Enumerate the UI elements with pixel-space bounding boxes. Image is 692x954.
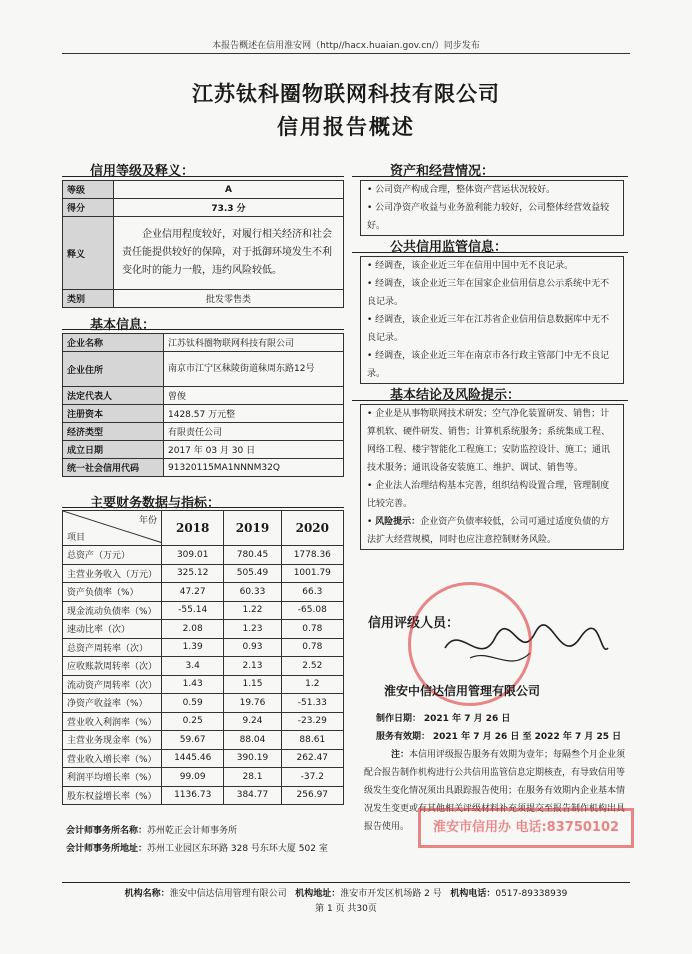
- auditor-addr: 苏州工业园区东环路 328 号东环大厦 502 室: [147, 844, 328, 854]
- footer-phone: 0517-89338939: [495, 889, 568, 899]
- financial-divider: [62, 507, 344, 508]
- financial-row: [63, 675, 344, 694]
- grade-value: A: [114, 181, 344, 199]
- financial-row: [63, 583, 344, 602]
- rating-table: [62, 180, 344, 308]
- basic-label: 注册资本: [63, 405, 164, 423]
- basic-label: 法定代表人: [63, 387, 164, 405]
- auditor-name: 苏州乾正会计师事务所: [147, 826, 238, 836]
- financial-row: [63, 768, 344, 787]
- financial-value: 47.27: [162, 583, 224, 602]
- financial-value: 325.12: [162, 564, 224, 583]
- financial-item-name: 总资产（万元）: [63, 546, 162, 565]
- footer-addr: 淮安市开发区机场路 2 号: [340, 889, 442, 899]
- header-year-label: 年份: [138, 516, 157, 526]
- financial-value: -65.08: [281, 601, 343, 620]
- financial-item-name: 总资产周转率（次）: [63, 638, 162, 657]
- financial-value: 1445.46: [162, 749, 224, 768]
- assets-item: • 公司净资产收益与业务盈利能力较好，公司整体经营效益较好。: [367, 203, 610, 231]
- financial-value: 60.33: [224, 583, 281, 602]
- financial-item-name: 现金流动负债率（%）: [63, 601, 162, 620]
- financial-value: 0.25: [162, 712, 224, 731]
- financial-item-name: 股东权益增长率（%）: [63, 786, 162, 805]
- financial-section-title: 主要财务数据与指标：: [90, 496, 221, 511]
- footer-org: 淮安中信达信用管理有限公司: [169, 889, 287, 899]
- footer-phone-label: 机构电话：: [450, 889, 496, 899]
- auditor-name-label: 会计师事务所名称：: [66, 826, 148, 836]
- financial-row: [63, 786, 344, 805]
- year-header: 2020: [281, 511, 343, 546]
- supervision-section-title: 公共信用监管信息：: [390, 240, 508, 255]
- financial-item-name: 应收账款周转率（次）: [63, 657, 162, 676]
- financial-value: -23.29: [281, 712, 343, 731]
- basic-value: 江苏钛科圈物联网科技有限公司: [164, 334, 344, 352]
- financial-value: 309.01: [162, 546, 224, 565]
- auditor-name-row: [66, 822, 356, 840]
- conclusion-item: • 企业法人治理结构基本完善，组织结构设置合理，管理制度比较完善。: [367, 481, 610, 509]
- financial-value: 1.2: [281, 675, 343, 694]
- auditor-addr-row: [66, 840, 356, 858]
- conclusion-box: [360, 404, 624, 550]
- header-note: 本报告概述在信用淮安网（http//hacx.huaian.gov.cn/）同步发布: [212, 41, 480, 51]
- financial-item-name: 利润平均增长率（%）: [63, 768, 162, 787]
- basic-value: 91320115MA1NNNM32Q: [164, 459, 344, 477]
- category-value: 批发零售类: [114, 290, 344, 308]
- financial-header-cell: [63, 511, 162, 546]
- financial-value: 1.15: [224, 675, 281, 694]
- supervision-box: [360, 256, 624, 384]
- header-item-label: 项目: [67, 533, 86, 543]
- meaning-label: 释义: [63, 217, 114, 290]
- financial-value: 0.93: [224, 638, 281, 657]
- financial-value: 19.76: [224, 694, 281, 713]
- financial-value: 88.04: [224, 731, 281, 750]
- financial-value: 505.49: [224, 564, 281, 583]
- footer-info: [62, 886, 630, 899]
- financial-item-name: 主营业务收入（万元）: [63, 564, 162, 583]
- footer-divider: [62, 882, 630, 883]
- financial-value: 1.23: [224, 620, 281, 639]
- assets-section-title: 资产和经营情况：: [390, 164, 495, 179]
- financial-value: -51.33: [281, 694, 343, 713]
- risk-item: • 风险提示：企业资产负债率较低，公司可通过适度负债的方法扩大经营规模，同时也应注意控制财务风险。: [367, 517, 610, 545]
- basic-table: [62, 333, 344, 477]
- financial-value: 1136.73: [162, 786, 224, 805]
- credit-office-stamp: 淮安市信用办 电话:83750102: [418, 808, 634, 848]
- financial-value: 2.13: [224, 657, 281, 676]
- financial-value: 28.1: [224, 768, 281, 787]
- basic-label: 企业住所: [63, 352, 164, 387]
- financial-value: 2.08: [162, 620, 224, 639]
- conclusion-item: • 企业是从事物联网技术研发；空气净化装置研发、销售；计算机软、硬件研发、销售；计算机系统服务；系统集成工程、网络工程、楼宇智能化工程施工；安防监控设计、施工；通讯技术服务；通讯设备安装施工、维护、调试、销售等。: [367, 409, 611, 473]
- financial-value: 384.77: [224, 786, 281, 805]
- validity-value: 2021 年 7 月 26 日 至 2022 年 7 月 25 日: [432, 732, 622, 742]
- note-text: 本信用评级报告服务有效期为壹年；每隔叁个月企业须配合报告制作机构进行公共信用监管信息定期核查，有导致信用等级发生变化情况须出具跟踪报告使用；在服务有效期内企业基本情况发生变更或有其他相关评级材料补充须提交至报告制作机构出具报告使用。: [364, 750, 626, 832]
- financial-value: -55.14: [162, 601, 224, 620]
- financial-row: [63, 657, 344, 676]
- financial-value: 0.59: [162, 694, 224, 713]
- make-date-label: 制作日期：: [376, 714, 422, 724]
- conclusion-section-title: 基本结论及风险提示：: [390, 388, 521, 403]
- supervision-item: • 经调查，该企业近三年在国家企业信用信息公示系统中无不良记录。: [367, 279, 610, 307]
- financial-value: 3.4: [162, 657, 224, 676]
- financial-value: 390.19: [224, 749, 281, 768]
- make-date-value: 2021 年 7 月 26 日: [423, 714, 511, 724]
- financial-item-name: 营业收入利润率（%）: [63, 712, 162, 731]
- basic-value: 1428.57 万元整: [164, 405, 344, 423]
- rating-section-title: 信用等级及释义：: [90, 164, 195, 179]
- financial-value: 0.78: [281, 620, 343, 639]
- basic-value: 2017 年 03 月 30 日: [164, 441, 344, 459]
- financial-row: [63, 546, 344, 565]
- financial-row: [63, 712, 344, 731]
- personnel-label: 信用评级人员：: [368, 616, 460, 631]
- basic-section-title: 基本信息：: [90, 318, 156, 333]
- financial-value: 2.52: [281, 657, 343, 676]
- financial-table: [62, 510, 344, 805]
- financial-item-name: 净资产收益率（%）: [63, 694, 162, 713]
- financial-value: 780.45: [224, 546, 281, 565]
- financial-item-name: 营业收入增长率（%）: [63, 749, 162, 768]
- supervision-divider: [352, 252, 628, 253]
- financial-value: 66.3: [281, 583, 343, 602]
- financial-value: 1778.36: [281, 546, 343, 565]
- financial-item-name: 主营业务现金率（%）: [63, 731, 162, 750]
- assets-divider: [352, 176, 628, 177]
- financial-item-name: 速动比率（次）: [63, 620, 162, 639]
- basic-value: 南京市江宁区秣陵街道秣周东路12号: [164, 352, 344, 387]
- financial-value: 1.39: [162, 638, 224, 657]
- header-divider: [62, 53, 630, 54]
- financial-value: 0.78: [281, 638, 343, 657]
- basic-value: 有限责任公司: [164, 423, 344, 441]
- financial-value: 1.22: [224, 601, 281, 620]
- financial-row: [63, 749, 344, 768]
- year-header: 2019: [224, 511, 281, 546]
- financial-value: 88.61: [281, 731, 343, 750]
- rating-divider: [62, 176, 344, 177]
- validity-row: [376, 728, 621, 746]
- supervision-item: • 经调查，该企业近三年在南京市各行政主管部门中无不良记录。: [367, 351, 610, 379]
- footer-addr-label: 机构地址：: [295, 889, 341, 899]
- rater-org: 淮安中信达信用管理有限公司: [384, 684, 541, 698]
- score-label: 得分: [63, 199, 114, 217]
- company-title: 江苏钛科圈物联网科技有限公司: [192, 82, 500, 106]
- basic-label: 经济类型: [63, 423, 164, 441]
- validity-label: 服务有效期：: [376, 732, 431, 742]
- score-value: 73.3 分: [114, 199, 344, 217]
- footer-org-label: 机构名称：: [124, 889, 170, 899]
- basic-value: 曾俊: [164, 387, 344, 405]
- conclusion-divider: [352, 400, 628, 401]
- financial-row: [63, 731, 344, 750]
- financial-value: 1.43: [162, 675, 224, 694]
- financial-row: [63, 601, 344, 620]
- financial-value: -37.2: [281, 768, 343, 787]
- year-header: 2018: [162, 511, 224, 546]
- basic-label: 统一社会信用代码: [63, 459, 164, 477]
- basic-divider: [62, 329, 344, 330]
- meaning-value: 企业信用程度较好，对履行相关经济和社会责任能提供较好的保障，对于抵御环境发生不利变化时的能力一般，违约风险较低。: [114, 217, 344, 290]
- financial-row: [63, 638, 344, 657]
- financial-value: 262.47: [281, 749, 343, 768]
- financial-value: 1001.79: [281, 564, 343, 583]
- category-label: 类别: [63, 290, 114, 308]
- financial-value: 256.97: [281, 786, 343, 805]
- financial-row: [63, 620, 344, 639]
- supervision-item: • 经调查，该企业近三年在江苏省企业信用信息数据库中无不良记录。: [367, 315, 610, 343]
- supervision-item: • 经调查，该企业近三年在信用中国中无不良记录。: [367, 261, 574, 271]
- financial-item-name: 资产负债率（%）: [63, 583, 162, 602]
- assets-item: • 公司资产构成合理，整体资产营运状况较好。: [367, 185, 556, 195]
- assets-box: [360, 180, 624, 236]
- make-date-row: [376, 710, 510, 728]
- auditor-addr-label: 会计师事务所地址：: [66, 844, 148, 854]
- basic-label: 企业名称: [63, 334, 164, 352]
- basic-label: 成立日期: [63, 441, 164, 459]
- page-number: 第 1 页 共30页: [315, 904, 377, 914]
- financial-value: 59.67: [162, 731, 224, 750]
- financial-row: [63, 694, 344, 713]
- financial-row: [63, 564, 344, 583]
- grade-label: 等级: [63, 181, 114, 199]
- financial-value: 9.24: [224, 712, 281, 731]
- financial-item-name: 流动资产周转率（次）: [63, 675, 162, 694]
- financial-value: 99.09: [162, 768, 224, 787]
- report-title: 信用报告概述: [277, 115, 415, 139]
- note-label: 注：: [391, 750, 410, 760]
